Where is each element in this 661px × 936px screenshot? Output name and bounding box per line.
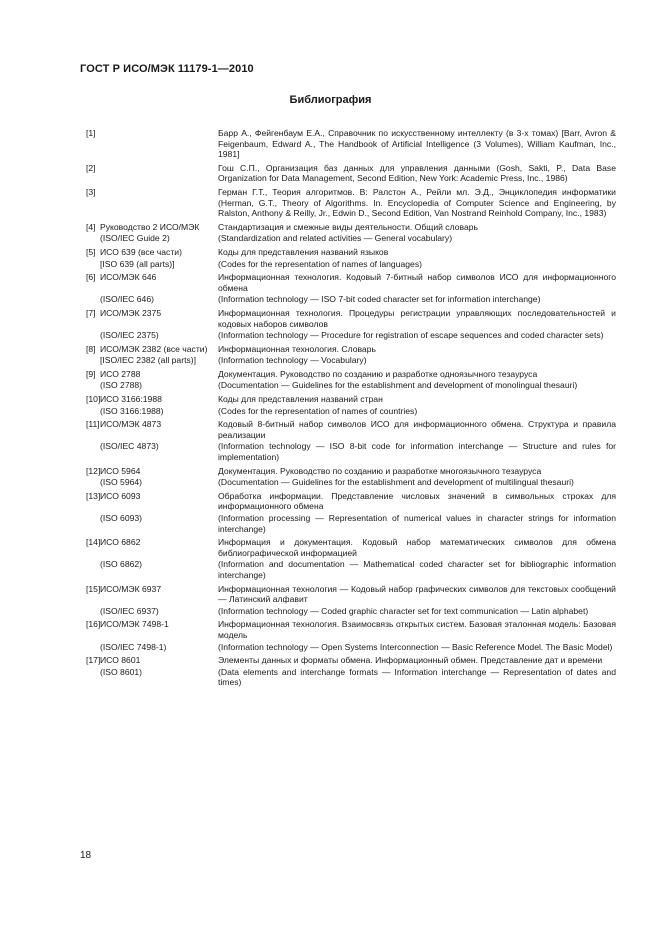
entry-description: Документация. Руководство по созданию и разработке одноязычного тезауруса: [218, 368, 538, 379]
entry-description: (Codes for the representation of names of countries): [218, 405, 418, 416]
entry-primary-line: [86, 247, 616, 258]
entry-number: [14]: [86, 537, 101, 548]
entry-standard-reference: ИСО/МЭК 7498-1: [100, 619, 169, 630]
entry-standard-reference: (ISO 8601): [100, 666, 143, 677]
entry-standard-reference: (ISO 2788): [100, 380, 143, 391]
entry-primary-line: [86, 187, 616, 219]
bibliography-entry: [86, 369, 616, 391]
entry-translation-line: [86, 294, 616, 305]
entry-standard-reference: Руководство 2 ИСО/МЭК: [100, 221, 200, 232]
entry-description: Документация. Руководство по созданию и разработке многоязычного тезауруса: [218, 465, 542, 476]
entry-standard-reference: ИСО/МЭК 6937: [100, 583, 162, 594]
entry-standard-reference: [ISO 639 (all parts)]: [100, 258, 175, 269]
entry-number: [15]: [86, 583, 101, 594]
entry-standard-reference: ИСО 5964: [100, 465, 141, 476]
entry-description: (Information technology — Open Systems Interconnection — Basic Reference Model. The Basic Model): [218, 641, 613, 652]
entry-translation-line: [86, 330, 616, 341]
bibliography-entry: [86, 394, 616, 416]
entry-standard-reference: (ISO/IEC 6937): [100, 605, 159, 616]
entry-primary-line: [86, 308, 616, 329]
entry-number: [11]: [86, 419, 100, 430]
entry-primary-line: [86, 344, 616, 355]
entry-standard-reference: (ISO/IEC 2375): [100, 330, 159, 341]
bibliography-entry: [86, 655, 616, 688]
entry-number: [4]: [86, 221, 96, 232]
bibliography-entry: [86, 272, 616, 305]
entry-description: Информационная технология. Словарь: [218, 343, 376, 354]
entry-standard-reference: (ISO/IEC 7498-1): [100, 641, 167, 652]
entry-standard-reference: ИСО/МЭК 2375: [100, 307, 162, 318]
entry-standard-reference: ИСО/МЭК 2382 (все части): [100, 343, 208, 354]
entry-description: Коды для представления названий стран: [218, 394, 383, 405]
entry-description: (Information technology — Procedure for registration of escape sequences and coded character sets): [218, 330, 604, 341]
bibliography-entry: [86, 619, 616, 652]
entry-translation-line: [86, 259, 616, 270]
entry-translation-line: [86, 667, 616, 688]
entry-standard-reference: ИСО/МЭК 4873: [100, 419, 162, 430]
bibliography-entry: [86, 466, 616, 488]
bibliography-entry: [86, 491, 616, 534]
bibliography-entry: [86, 419, 616, 462]
entry-standard-reference: ИСО/МЭК 646: [100, 272, 157, 283]
entry-standard-reference: (ISO 6862): [100, 559, 143, 570]
entry-description: (Information processing — Representation of numerical values in character strings for information interchange): [218, 513, 616, 534]
entry-description: Стандартизация и смежные виды деятельности. Общий словарь: [218, 221, 478, 232]
entry-number: [16]: [86, 619, 101, 630]
entry-translation-line: [86, 406, 616, 417]
bibliography-entry: [86, 537, 616, 580]
entry-standard-reference: ИСО 3166:1988: [100, 394, 162, 405]
entry-primary-line: [86, 369, 616, 380]
entry-number: [10]: [86, 394, 101, 405]
entry-primary-line: [86, 491, 616, 512]
entry-standard-reference: (ISO/IEC Guide 2): [100, 233, 170, 244]
entry-number: [8]: [86, 343, 96, 354]
entry-number: [9]: [86, 368, 96, 379]
entry-primary-line: [86, 655, 616, 666]
entry-primary-line: [86, 222, 616, 233]
entry-standard-reference: ИСО 8601: [100, 655, 141, 666]
entry-primary-line: [86, 419, 616, 440]
entry-translation-line: [86, 477, 616, 488]
bibliography-entry: [86, 247, 616, 269]
entry-number: [13]: [86, 490, 101, 501]
entry-description: Барр А., Фейгенбаум Е.А., Справочник по искусственному интеллекту (в 3-х томах) [Barr, Avron & Feigenbaum, Edward A., The Handbook of Artificial Intelligence (3 Volumes), William Kaufman, Inc., 1981]: [218, 128, 616, 160]
entry-primary-line: [86, 394, 616, 405]
entry-number: [17]: [86, 655, 101, 666]
entry-description: (Information technology — Coded graphic character set for text communication — Latin alphabet): [218, 605, 589, 616]
entry-description: Информационная технология. Процедуры регистрации управляющих последовательностей и кодовых наборов символов: [218, 307, 616, 329]
entry-number: [6]: [86, 272, 96, 283]
entry-translation-line: [86, 233, 616, 244]
entry-translation-line: [86, 513, 616, 534]
bibliography-entry: [86, 344, 616, 366]
entry-description: (Information technology — Vocabulary): [218, 355, 367, 366]
entry-description: Элементы данных и форматы обмена. Информационный обмен. Представление дат и времени: [218, 655, 603, 666]
entry-standard-reference: ИСО 6093: [100, 490, 141, 501]
entry-standard-reference: (ISO 5964): [100, 477, 143, 488]
entry-translation-line: [86, 380, 616, 391]
entry-standard-reference: (ISO 6093): [100, 513, 143, 523]
entry-translation-line: [86, 606, 616, 617]
entry-number: [12]: [86, 465, 101, 476]
entry-description: (Documentation — Guidelines for the establishment and development of multilingual thesauri): [218, 477, 574, 488]
entry-description: Информация и документация. Кодовый набор математических символов для обмена библиографической информацией: [218, 537, 616, 558]
bibliography-list: [86, 128, 616, 691]
entry-description: (Information and documentation — Mathematical coded character set for bibliographic information interchange): [218, 559, 616, 580]
entry-description: Обработка информации. Представление числовых значений в символьных строках для информационного обмена: [218, 490, 616, 512]
bibliography-entry: [86, 308, 616, 341]
entry-number: [2]: [86, 162, 96, 173]
entry-description: (Standardization and related activities — General vocabulary): [218, 233, 453, 244]
entry-description: (Information technology — ISO 7-bit coded character set for information interchange): [218, 294, 541, 305]
entry-description: (Information technology — ISO 8-bit code for information interchange — Structure and rules for implementation): [218, 441, 616, 463]
entry-description: (Data elements and interchange formats — Information interchange — Representation of dates and times): [218, 666, 616, 688]
entry-description: Кодовый 8-битный набор символов ИСО для информационного обмена. Структура и правила реализации: [218, 419, 616, 440]
entry-description: Информационная технология — Кодовый набор графических символов для текстовых сообщений — Латинский алфавит: [218, 583, 616, 605]
entry-primary-line: [86, 128, 616, 160]
entry-translation-line: [86, 559, 616, 580]
entry-number: [3]: [86, 186, 96, 197]
entry-primary-line: [86, 584, 616, 605]
page-number: 18: [80, 850, 92, 861]
bibliography-entry: [86, 222, 616, 244]
entry-description: Коды для представления названий языков: [218, 246, 389, 257]
entry-standard-reference: ИСО 6862: [100, 537, 141, 548]
entry-description: (Codes for the representation of names of languages): [218, 258, 422, 269]
entry-primary-line: [86, 272, 616, 293]
page-title: Библиография: [289, 94, 372, 106]
bibliography-entry: [86, 128, 616, 160]
entry-description: Гош С.П., Организация баз данных для управления данными (Gosh, Sakti, P., Data Base Organization for Data Management, Second Edition, New York: Academic Press, Inc., 1986): [218, 162, 616, 184]
document-standard-number: ГОСТ Р ИСО/МЭК 11179-1—2010: [80, 63, 254, 75]
entry-standard-reference: (ISO 3166:1988): [100, 405, 164, 416]
entry-description: Информационная технология. Взаимосвязь открытых систем. Базовая эталонная модель: Базовая модель: [218, 619, 616, 640]
entry-description: Герман Г.Т., Теория алгоритмов. В: Ралстон А., Рейли мл. Э.Д., Энциклопедия информатики (Herman, G.T., Theory of Algorithms. In. Encyclopedia of Computer Science and Engineering, by Ralston, Anthony & Reilly, Jr., Edwin D., Second Edition, Van Nostrand Reinhold Company, Inc., 1983): [218, 186, 616, 219]
entry-translation-line: [86, 642, 616, 653]
entry-standard-reference: (ISO/IEC 646): [100, 294, 154, 305]
entry-primary-line: [86, 537, 616, 558]
bibliography-entry: [86, 163, 616, 184]
entry-number: [5]: [86, 246, 96, 257]
entry-description: (Documentation — Guidelines for the establishment and development of monolingual thesauri): [218, 380, 578, 391]
entry-standard-reference: (ISO/IEC 4873): [100, 441, 159, 452]
entry-standard-reference: [ISO/IEC 2382 (all parts)]: [100, 355, 196, 366]
entry-number: [7]: [86, 307, 96, 318]
entry-description: Информационная технология. Кодовый 7-битный набор символов ИСО для информационного обмена: [218, 272, 616, 293]
entry-translation-line: [86, 441, 616, 462]
entry-number: [1]: [86, 128, 96, 138]
bibliography-entry: [86, 187, 616, 219]
bibliography-entry: [86, 584, 616, 617]
entry-standard-reference: ИСО 639 (все части): [100, 246, 182, 257]
entry-primary-line: [86, 619, 616, 640]
entry-translation-line: [86, 355, 616, 366]
entry-standard-reference: ИСО 2788: [100, 368, 141, 379]
entry-primary-line: [86, 466, 616, 477]
entry-primary-line: [86, 163, 616, 184]
